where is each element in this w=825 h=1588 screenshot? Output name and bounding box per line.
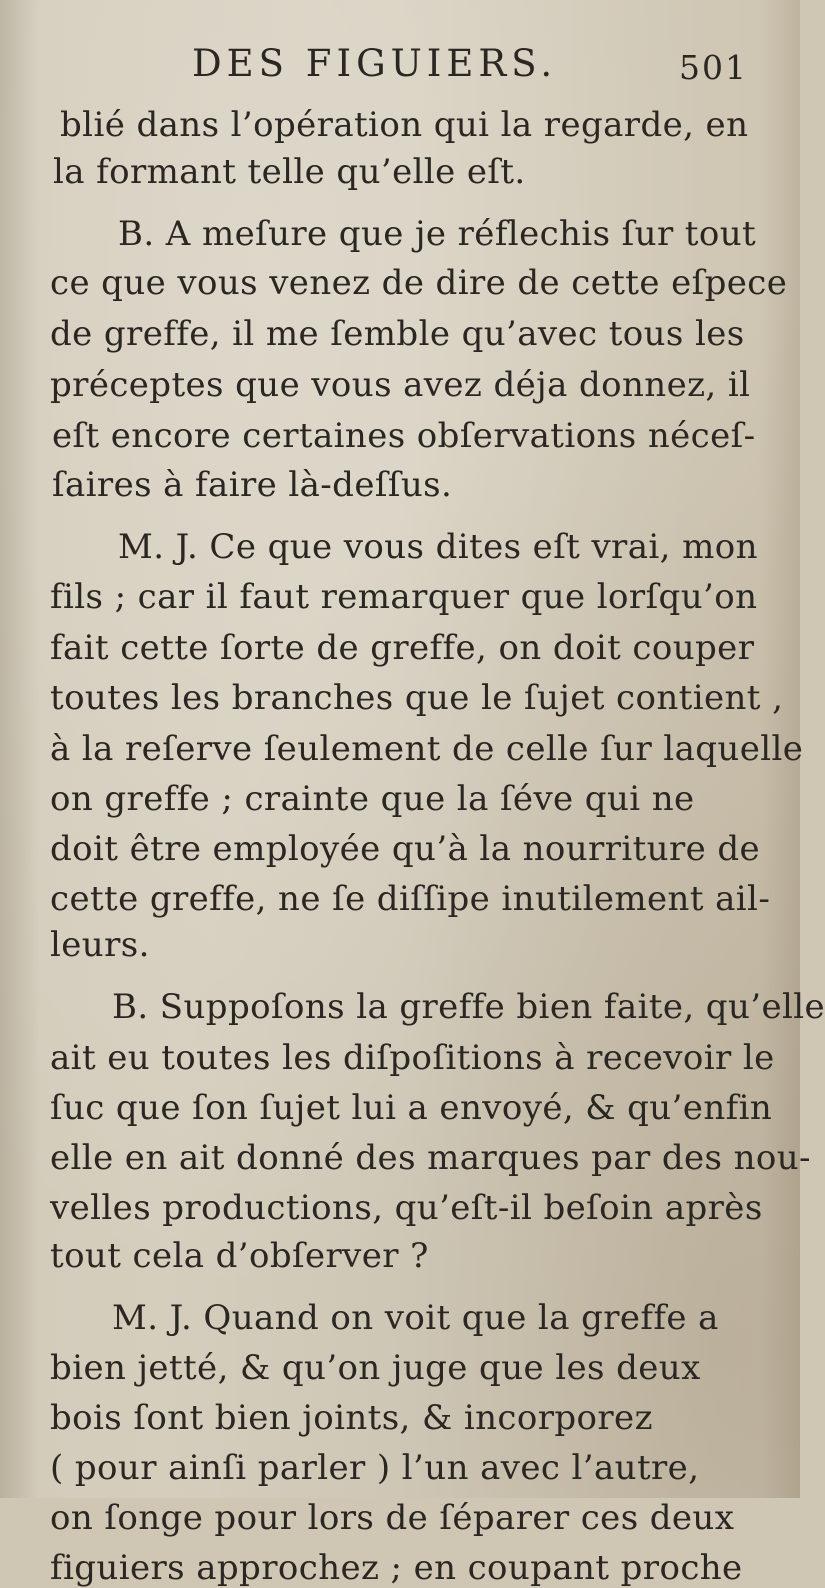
page-number: 501 <box>679 48 748 87</box>
text-line: ce que vous venez de dire de cette eſpece <box>50 263 788 303</box>
text-line: bois ſont bien joints, & incorporez <box>50 1398 653 1438</box>
page-header <box>0 12 800 87</box>
text-line: eſt encore certaines obſervations néceſ- <box>52 416 756 456</box>
text-line: ſaires à faire là-deſſus. <box>52 465 453 505</box>
text-line: B. A meſure que je réflechis ſur tout <box>118 214 757 254</box>
text-line: tout cela d’obſerver ? <box>50 1236 429 1276</box>
text-line: B. Suppoſons la greffe bien faite, qu’elle <box>112 987 825 1027</box>
text-line: M. J. Ce que vous dites eſt vrai, mon <box>118 527 758 567</box>
text-line: leurs. <box>50 925 150 965</box>
text-line: blié dans l’opération qui la regarde, en <box>60 105 749 145</box>
text-line: velles productions, qu’eſt-il beſoin après <box>50 1188 763 1228</box>
text-line: on ſonge pour lors de ſéparer ces deux <box>50 1498 735 1538</box>
text-line: on greffe ; crainte que la ſéve qui ne <box>50 779 695 819</box>
text-line: figuiers approchez ; en coupant proche <box>50 1548 743 1588</box>
running-title: DES FIGUIERS. <box>192 42 558 85</box>
text-line: toutes les branches que le ſujet contient , <box>50 678 784 718</box>
text-line: ( pour ainſi parler ) l’un avec l’autre, <box>50 1448 700 1488</box>
text-line: ſuc que ſon ſujet lui a envoyé, & qu’enfin <box>50 1088 773 1128</box>
text-line: de greffe, il me ſemble qu’avec tous les <box>50 314 745 354</box>
text-line: fils ; car il faut remarquer que lorſqu’on <box>50 577 758 617</box>
text-line: doit être employée qu’à la nourriture de <box>50 829 761 869</box>
text-line: la formant telle qu’elle eſt. <box>53 152 526 192</box>
text-line: M. J. Quand on voit que la greffe a <box>112 1298 719 1338</box>
text-line: fait cette ſorte de greffe, on doit couper <box>50 628 755 668</box>
text-line: elle en ait donné des marques par des nou- <box>50 1138 811 1178</box>
text-line: ait eu toutes les diſpoſitions à recevoir le <box>50 1038 775 1078</box>
text-line: cette greffe, ne ſe diſſipe inutilement ail- <box>50 879 771 919</box>
text-line: à la reſerve ſeulement de celle ſur laquelle <box>50 729 804 769</box>
text-line: bien jetté, & qu’on juge que les deux <box>50 1348 701 1388</box>
text-line: préceptes que vous avez déja donnez, il <box>50 365 751 405</box>
